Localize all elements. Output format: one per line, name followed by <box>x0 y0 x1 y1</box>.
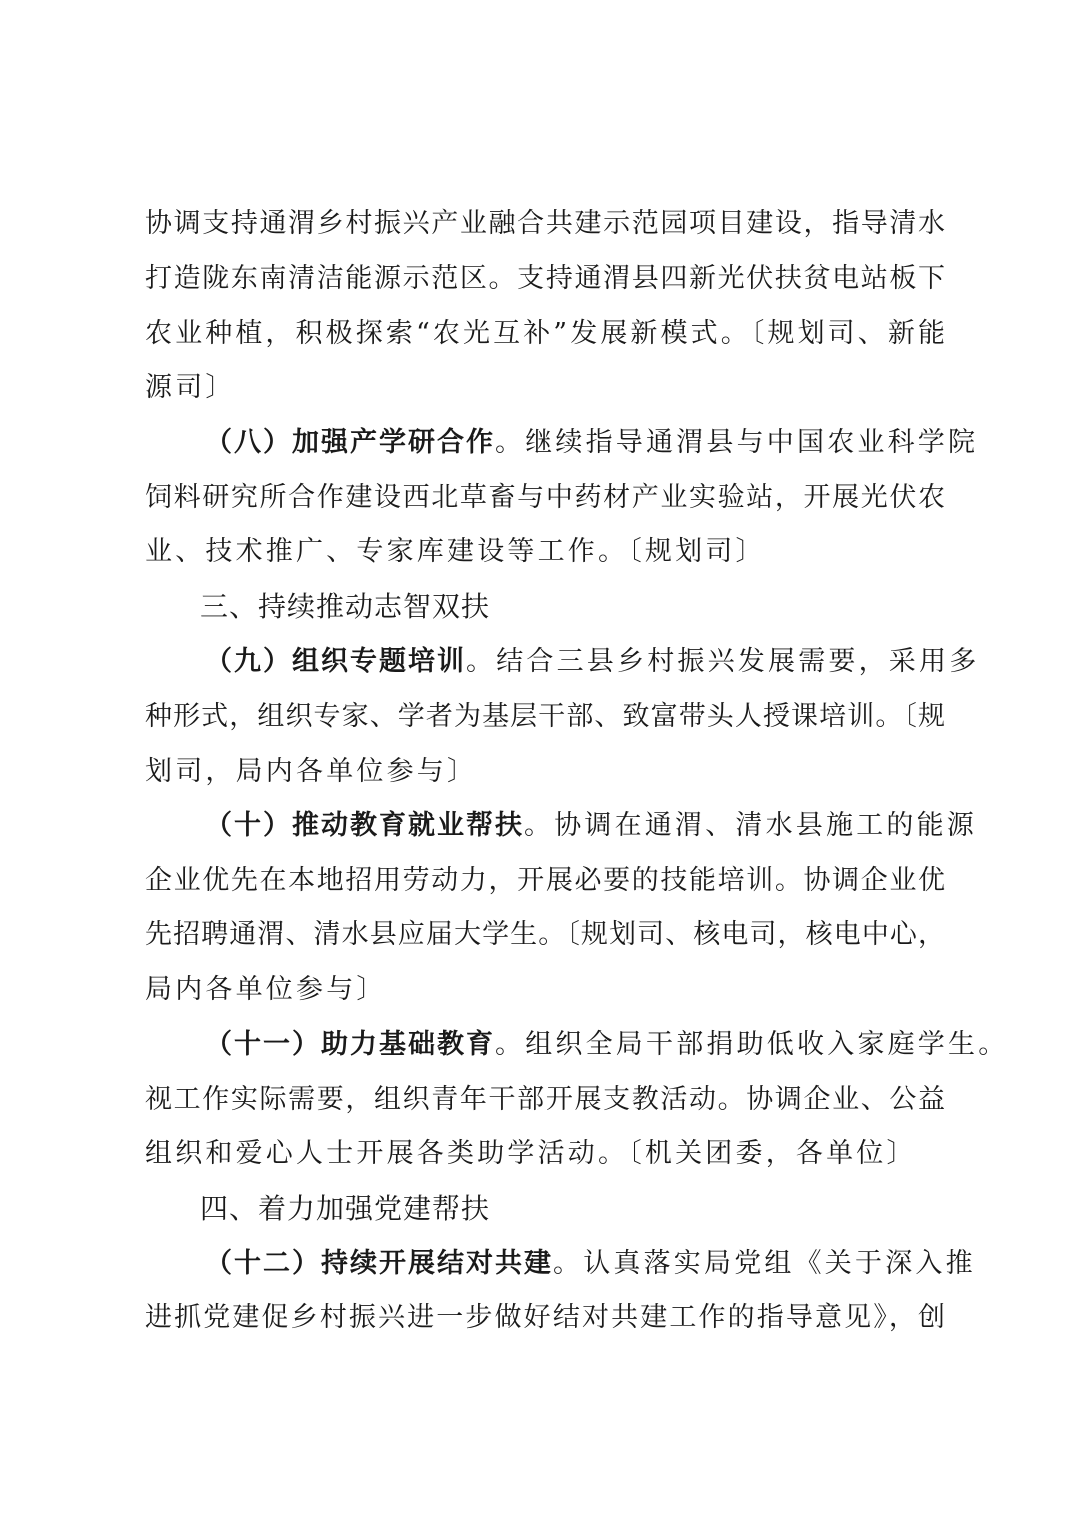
item-11-first-line <box>205 1025 1009 1065</box>
item-8-first-line <box>205 423 979 463</box>
body-line: 企业优先在本地招用劳动力，开展必要的技能培训。协调企业优 <box>145 865 945 896</box>
body-line: 打造陇东南清洁能源示范区。支持通渭县四新光伏扶贫电站板下 <box>145 263 945 294</box>
body-line: 进抓党建促乡村振兴进一步做好结对共建工作的指导意见》，创 <box>145 1302 945 1333</box>
section-heading-4: 四、着力加强党建帮扶 <box>200 1192 491 1225</box>
body-line: 种形式，组织专家、学者为基层干部、致富带头人授课培训。〔规 <box>145 701 945 732</box>
item-10-text: 。协调在通渭、清水县施工的能源 <box>524 810 977 841</box>
body-line: 饲料研究所合作建设西北草畜与中药材产业实验站，开展光伏农 <box>145 482 945 513</box>
body-line: 先招聘通渭、清水县应届大学生。〔规划司、核电司，核电中心， <box>145 919 945 950</box>
item-8-text: 。继续指导通渭县与中国农业科学院 <box>495 427 979 458</box>
item-9-text: 。结合三县乡村振兴发展需要，采用多 <box>466 646 980 677</box>
item-9-title: （九）组织专题培训 <box>205 646 466 677</box>
body-line: 源司〕 <box>145 372 236 403</box>
section-heading-3: 三、持续推动志智双扶 <box>200 590 491 623</box>
item-12-title: （十二）持续开展结对共建 <box>205 1248 553 1279</box>
body-line: 农业种植，积极探索“农光互补”发展新模式。〔规划司、新能 <box>145 318 945 349</box>
item-9-first-line <box>205 642 980 682</box>
item-10-first-line <box>205 806 977 846</box>
body-line: 业、技术推广、专家库建设等工作。〔规划司〕 <box>145 536 766 567</box>
item-11-title: （十一）助力基础教育 <box>205 1029 495 1060</box>
body-line: 组织和爱心人士开展各类助学活动。〔机关团委，各单位〕 <box>145 1138 917 1169</box>
body-line: 局内各单位参与〕 <box>145 974 387 1005</box>
item-12-first-line <box>205 1244 976 1284</box>
item-10-title: （十）推动教育就业帮扶 <box>205 810 524 841</box>
body-line: 划司，局内各单位参与〕 <box>145 756 478 787</box>
item-11-text: 。组织全局干部捐助低收入家庭学生。 <box>495 1029 1009 1060</box>
body-line: 视工作实际需要，组织青年干部开展支教活动。协调企业、公益 <box>145 1084 945 1115</box>
item-12-text: 。认真落实局党组《关于深入推 <box>553 1248 976 1279</box>
body-line: 协调支持通渭乡村振兴产业融合共建示范园项目建设，指导清水 <box>145 208 945 239</box>
item-8-title: （八）加强产学研合作 <box>205 427 495 458</box>
